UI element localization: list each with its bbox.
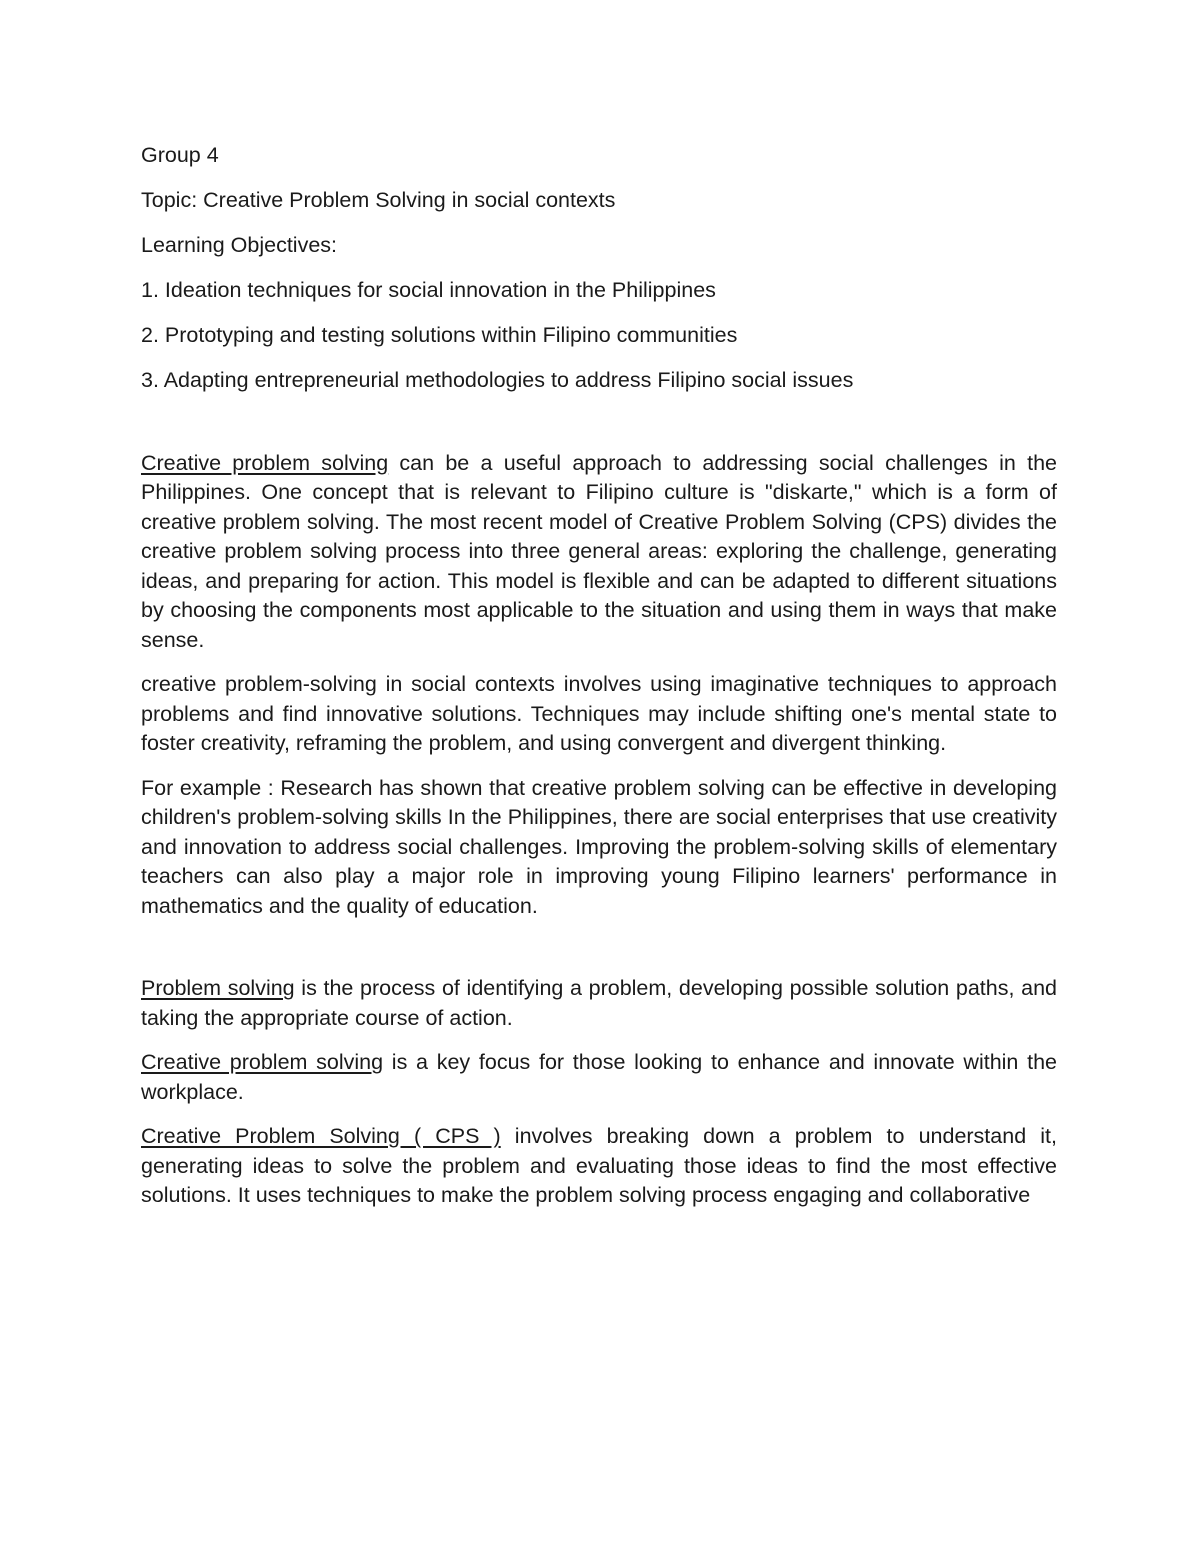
paragraph-text: can be a useful approach to addressing social challenges in the Philippines. One concept that is relevant to Filipino culture is "diskarte," which is a form of creative problem solving. The most recent model of Creative Problem Solving (CPS) divides the creative problem solving process into three general areas: exploring the challenge, generating ideas, and preparing for action. This model is flexible and can be adapted to different situations by choosing the components most applicable to the situation and using them in ways that make sense. (141, 450, 1057, 652)
objective-item-1: 1. Ideation techniques for social innovation in the Philippines (141, 278, 716, 302)
definition-problem-solving (141, 974, 1057, 1033)
objective-item-2: 2. Prototyping and testing solutions within Filipino communities (141, 323, 738, 347)
term-creative-problem-solving-2: Creative problem solving (141, 1050, 384, 1074)
objectives-heading: Learning Objectives: (141, 233, 337, 257)
paragraph-cps-philippines (141, 449, 1057, 656)
definition-text: is the process of identifying a problem, developing possible solution paths, and taking the appropriate course of action. (141, 976, 1057, 1030)
document-page (141, 141, 1057, 1226)
group-label: Group 4 (141, 143, 219, 167)
paragraph-social-contexts: creative problem-solving in social contexts involves using imaginative techniques to approach problems and find innovative solutions. Techniques may include shifting one's mental state to foster creativity, reframing the problem, and using convergent and divergent thinking. (141, 672, 1057, 755)
term-cps: Creative Problem Solving ( CPS ) (141, 1124, 501, 1148)
topic-line: Topic: Creative Problem Solving in social contexts (141, 188, 616, 212)
definition-creative-problem-solving (141, 1048, 1057, 1107)
term-problem-solving: Problem solving (141, 976, 295, 1000)
objective-item-3: 3. Adapting entrepreneurial methodologies to address Filipino social issues (141, 368, 854, 392)
definition-cps (141, 1122, 1057, 1211)
paragraph-example: For example : Research has shown that creative problem solving can be effective in developing children's problem-solving skills In the Philippines, there are social enterprises that use creativity and innovation to address social challenges. Improving the problem-solving skills of elementary teachers can also play a major role in improving young Filipino learners' performance in mathematics and the quality of education. (141, 775, 1057, 918)
term-creative-problem-solving: Creative problem solving (141, 450, 389, 475)
definition-text: is a key focus for those looking to enhance and innovate within the workplace. (141, 1050, 1057, 1104)
definition-text: involves breaking down a problem to understand it, generating ideas to solve the problem and evaluating those ideas to find the most effective solutions. It uses techniques to make the problem solving process engaging and collaborative (141, 1124, 1057, 1207)
